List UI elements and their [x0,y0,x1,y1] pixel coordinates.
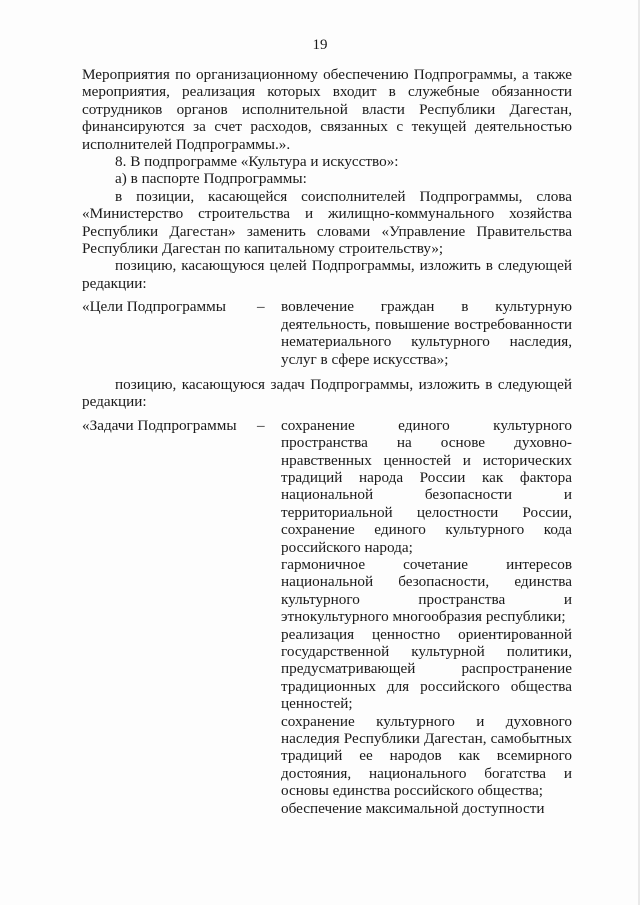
task-item: сохранение единого культурного пространства на основе духовно-нравственных ценностей и исторических традиций народа России как фактора национальной безопасности и территориальной целостности России, сохранение единого культурного кода российского народа; [281,416,572,556]
goals-text-block [281,298,572,368]
tasks-label: «Задачи Подпрограммы [82,416,237,434]
goals-text: вовлечение граждан в культурную деятельность, повышение востребованности нематериального культурного наследия, услуг в сфере искусства»; [281,298,572,368]
tasks-dash: – [257,416,265,434]
task-item: сохранение культурного и духовного наследия Республики Дагестан, самобытных традиций ее народов как всемирного достояния, национального богатства и основы единства российского общества; [281,712,572,800]
task-item: гармоничное сочетание интересов национальной безопасности, единства культурного пространства и этнокультурного многообразия республики; [281,555,572,626]
paragraph-co-executors: в позиции, касающейся соисполнителей Подпрограммы, слова «Министерство строительства и жилищно-коммунального хозяйства Республики Дагестан» заменить словами «Управление Правительства Республики Дагестан по капитальному строительству»; [82,187,572,258]
page-number: 19 [312,37,328,53]
goals-row [82,298,572,368]
paragraph-passport: а) в паспорте Подпрограммы: [115,170,307,188]
paragraph-goals-intro: позицию, касающуюся целей Подпрограммы, изложить в следующей редакции: [82,257,572,292]
task-item: реализация ценностно ориентированной государственной культурной политики, предусматривающей распространение традиционных для российского общества ценностей; [281,625,572,713]
document-body [82,66,572,817]
goals-label: «Цели Подпрограммы [82,298,226,316]
tasks-list [281,417,572,817]
tasks-row [82,417,572,817]
paragraph-section-8: 8. В подпрограмме «Культура и искусство»: [115,153,399,171]
paragraph-financing: Мероприятия по организационному обеспечению Подпрограммы, а также мероприятия, реализация которых входит в служебные обязанности сотрудников органов исполнительной власти Республики Дагестан, финансируются за счет расходов, связанных с текущей деятельностью исполнителей Подпрограммы.». [82,66,572,153]
paragraph-tasks-intro: позицию, касающуюся задач Подпрограммы, изложить в следующей редакции: [82,375,572,411]
goals-dash: – [257,298,265,316]
task-item: обеспечение максимальной доступности [281,799,545,817]
